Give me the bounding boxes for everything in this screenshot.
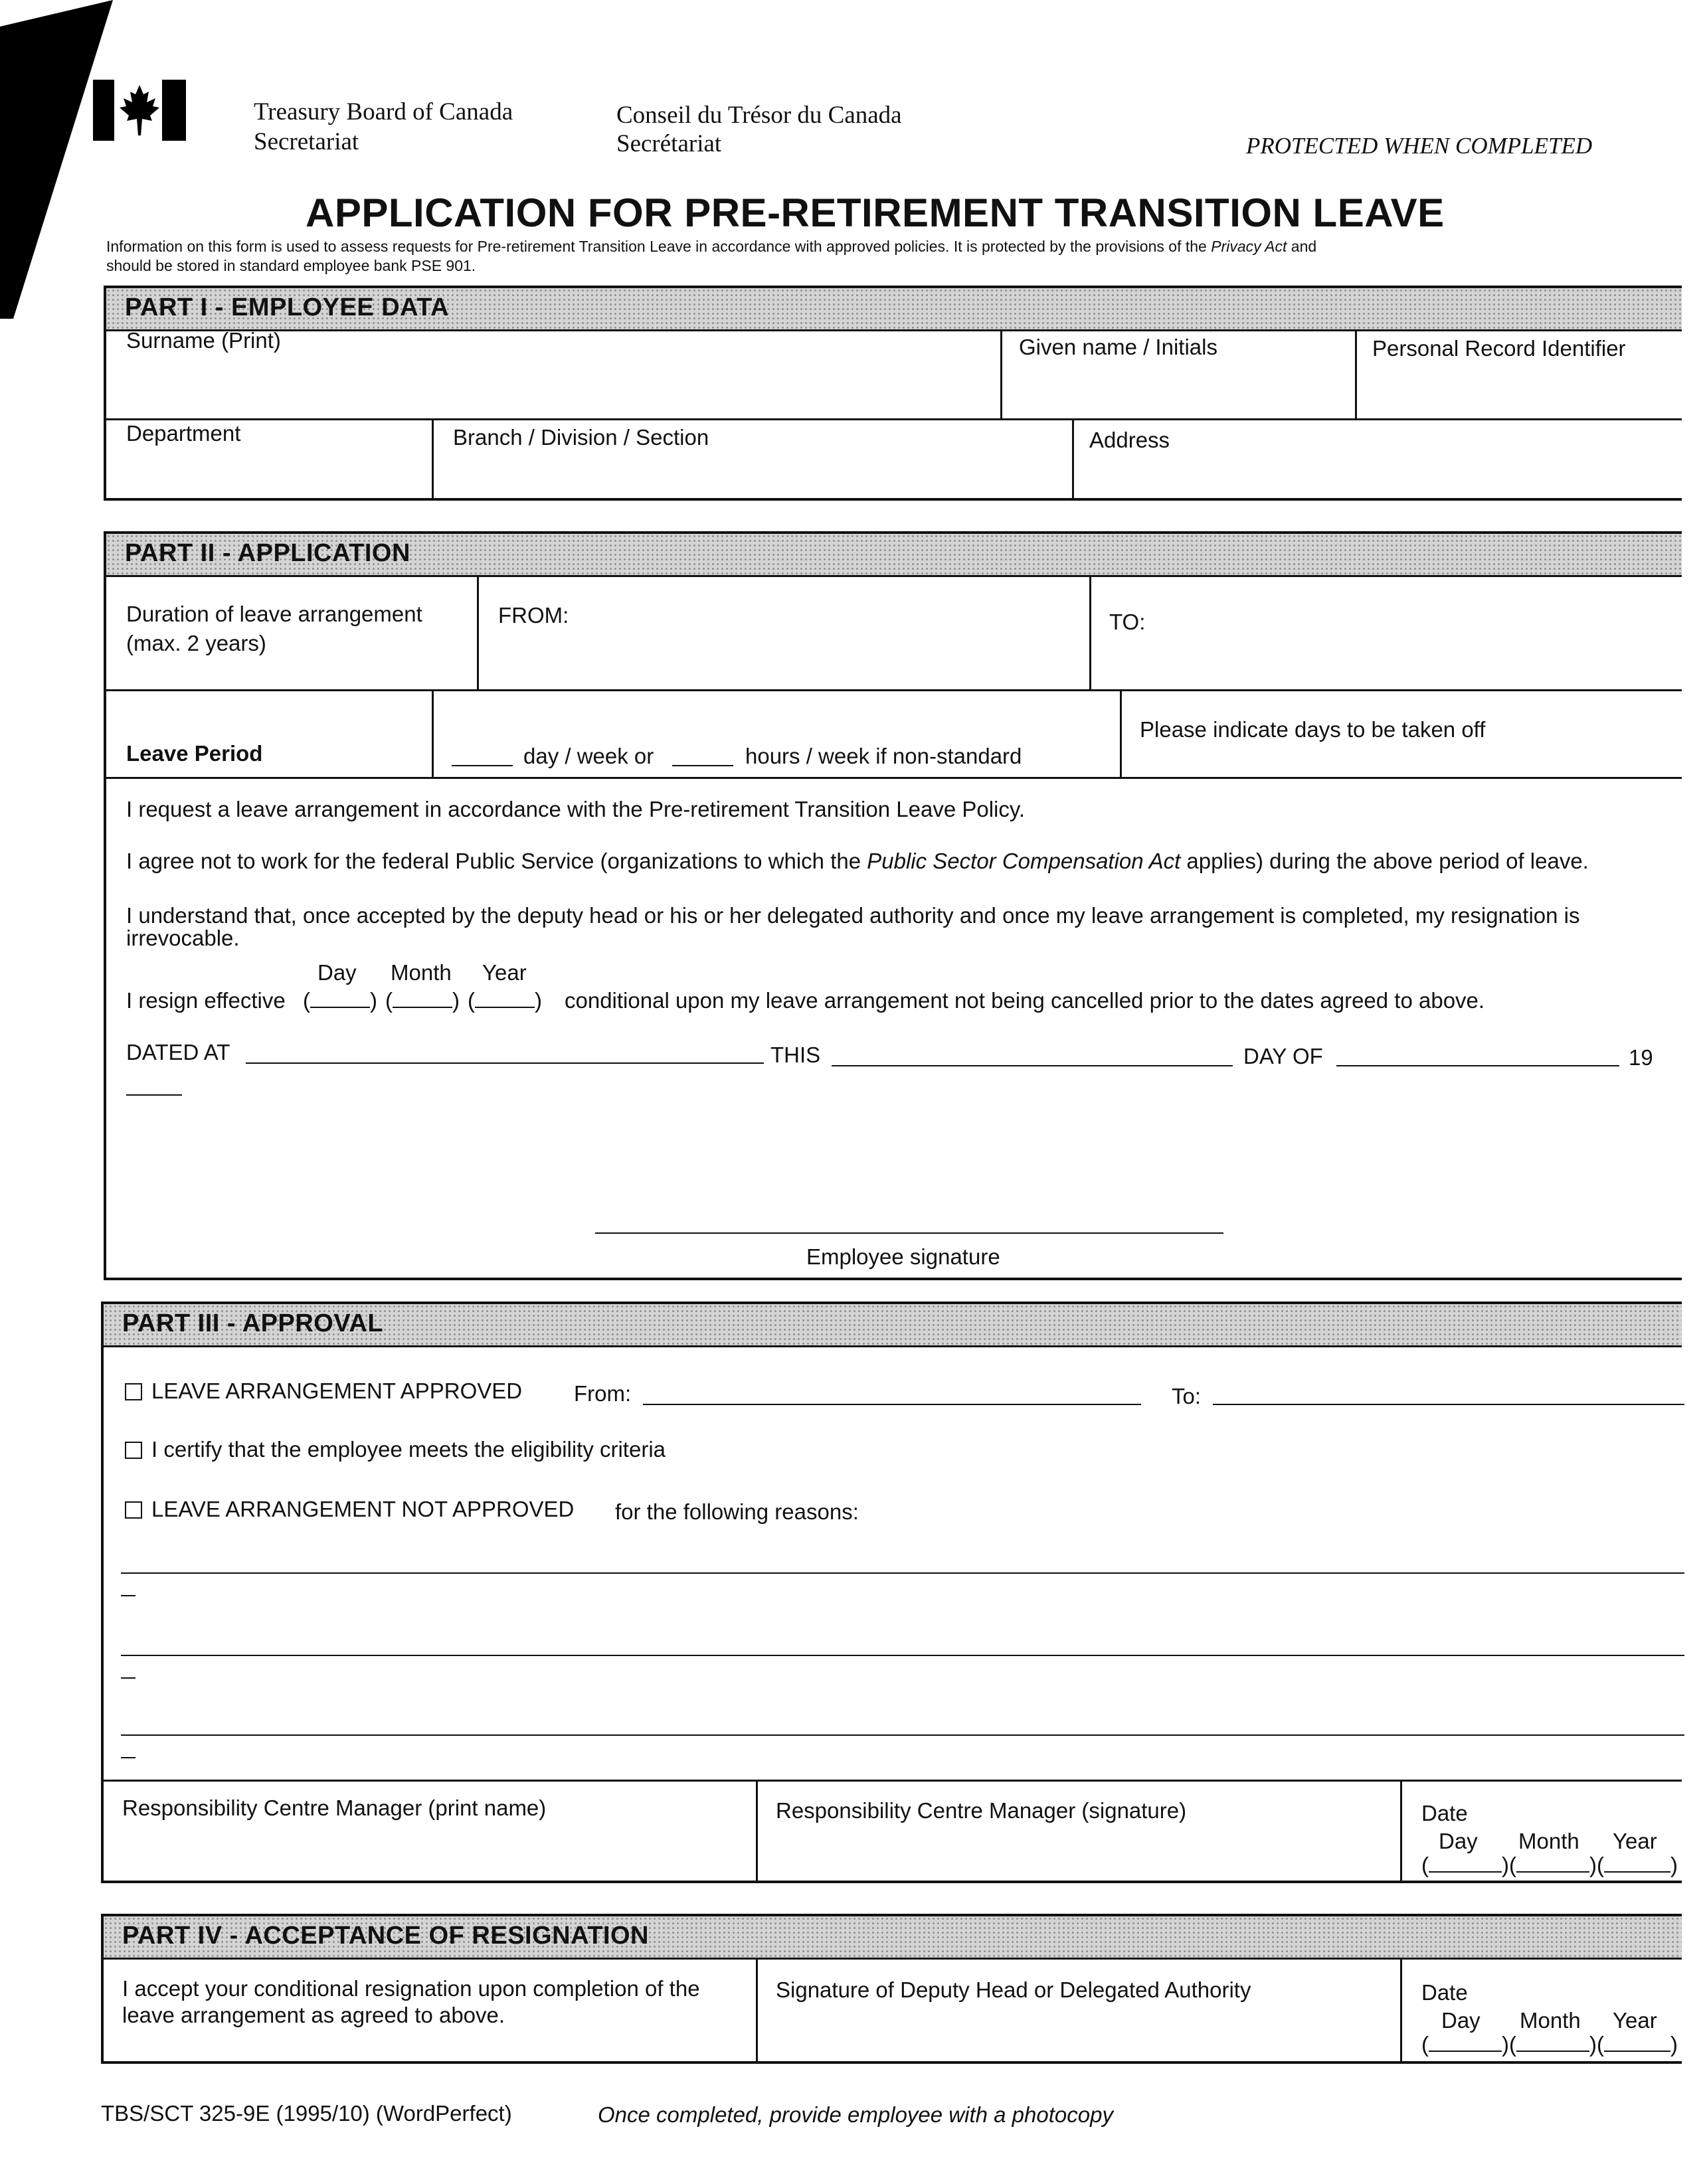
month-blank[interactable]: [1336, 1065, 1619, 1066]
part1-title-band: [106, 288, 1682, 331]
year-blank[interactable]: [126, 1094, 182, 1096]
branch-field[interactable]: Branch / Division / Section: [453, 425, 709, 450]
part3-approval: [101, 1302, 1682, 1883]
day-of-label: DAY OF: [1243, 1044, 1323, 1068]
not-approved-checkbox[interactable]: [125, 1501, 142, 1519]
part2-title-band: [106, 534, 1682, 577]
dated-at-blank[interactable]: [246, 1062, 764, 1064]
part3-title: PART III - APPROVAL: [122, 1309, 384, 1337]
resign-label: I resign effective: [126, 988, 286, 1013]
acceptance-date-blanks[interactable]: ( )( )( ): [1421, 2032, 1678, 2057]
rcm-date-blanks[interactable]: ( )( )( ): [1421, 1853, 1678, 1877]
pri-field[interactable]: Personal Record Identifier: [1372, 336, 1626, 361]
dept-fr-line2: Secrétariat: [616, 130, 722, 157]
reason-line-3[interactable]: [121, 1734, 1684, 1736]
dept-en-line1: Treasury Board of Canada: [254, 98, 513, 126]
hours-per-week-blank[interactable]: [672, 765, 733, 766]
duration-label-1: Duration of leave arrangement: [126, 602, 422, 626]
part4-acceptance: [101, 1914, 1682, 2064]
part3-title-band: [104, 1304, 1682, 1347]
hours-week-label: hours / week if non-standard: [745, 744, 1022, 768]
rcm-print-name-field[interactable]: Responsibility Centre Manager (print name): [122, 1796, 547, 1820]
approved-from-blank[interactable]: [643, 1404, 1141, 1405]
part1-title: PART I - EMPLOYEE DATA: [125, 294, 450, 321]
accept-line-2: leave arrangement as agreed to above.: [122, 2003, 505, 2027]
part4-title: PART IV - ACCEPTANCE OF RESIGNATION: [122, 1922, 649, 1950]
resign-year-header: Year: [482, 960, 527, 985]
info-line-1: Information on this form is used to assess requests for Pre-retirement Transition Leave in accordance with approved policies. It is protected by the provisions of the Privacy Act and: [106, 238, 1317, 255]
resign-month-blank[interactable]: ( ): [385, 988, 460, 1013]
not-approved-checkbox-row[interactable]: LEAVE ARRANGEMENT NOT APPROVED: [125, 1497, 574, 1522]
part1-employee-data: [104, 286, 1682, 501]
duration-label-2: (max. 2 years): [126, 631, 266, 655]
days-per-week-blank[interactable]: [452, 765, 513, 766]
acceptance-month-header: Month: [1520, 2008, 1581, 2033]
reasons-label: for the following reasons:: [615, 1499, 859, 1524]
address-field[interactable]: Address: [1089, 428, 1170, 452]
department-field[interactable]: Department: [126, 421, 241, 446]
acceptance-date-label: Date: [1421, 1980, 1468, 2005]
dept-en-line2: Secretariat: [254, 128, 359, 155]
approved-checkbox[interactable]: [125, 1383, 142, 1400]
reason-line-1[interactable]: [121, 1572, 1684, 1574]
scan-edge-artifact: [0, 0, 120, 332]
rcm-month-header: Month: [1518, 1829, 1579, 1853]
resign-day-blank[interactable]: ( ): [303, 988, 377, 1013]
dated-at-label: DATED AT: [126, 1040, 230, 1064]
employee-signature-line[interactable]: [595, 1232, 1223, 1234]
certify-checkbox[interactable]: [125, 1442, 142, 1459]
approved-checkbox-row[interactable]: LEAVE ARRANGEMENT APPROVED: [125, 1379, 522, 1404]
certify-checkbox-row[interactable]: I certify that the employee meets the eligibility criteria: [125, 1437, 666, 1462]
part2-application: [104, 531, 1682, 1280]
deputy-head-signature-field[interactable]: Signature of Deputy Head or Delegated Authority: [776, 1977, 1251, 2002]
acceptance-day-header: Day: [1441, 2008, 1481, 2033]
rcm-year-header: Year: [1613, 1829, 1657, 1853]
form-title: APPLICATION FOR PRE-RETIREMENT TRANSITION LEAVE: [306, 191, 1445, 235]
rcm-day-header: Day: [1439, 1829, 1478, 1853]
understand-line-1: I understand that, once accepted by the deputy head or his or her delegated authority and once my leave arrangement is completed, my resignation is: [126, 903, 1580, 928]
request-statement: I request a leave arrangement in accordance with the Pre-retirement Transition Leave Policy.: [126, 797, 1026, 821]
rcm-date-label: Date: [1421, 1801, 1468, 1825]
approved-from-label: From:: [574, 1381, 632, 1406]
from-field[interactable]: FROM:: [498, 603, 569, 628]
dept-fr-line1: Conseil du Trésor du Canada: [616, 102, 902, 129]
accept-line-1: I accept your conditional resignation upon completion of the: [122, 1976, 700, 2001]
acceptance-year-header: Year: [1613, 2008, 1657, 2033]
this-label: THIS: [770, 1043, 821, 1067]
info-line-2: should be stored in standard employee bank PSE 901.: [106, 257, 476, 274]
photocopy-note: Once completed, provide employee with a photocopy: [598, 2102, 1113, 2127]
approved-to-blank[interactable]: [1213, 1404, 1684, 1405]
part4-title-band: [104, 1916, 1682, 1960]
day-week-label: day / week or: [523, 744, 654, 768]
year-prefix-19: 19: [1629, 1045, 1653, 1070]
given-name-field[interactable]: Given name / Initials: [1019, 335, 1217, 359]
resign-month-header: Month: [391, 960, 452, 985]
rcm-signature-field[interactable]: Responsibility Centre Manager (signature): [776, 1798, 1187, 1823]
to-field[interactable]: TO:: [1109, 610, 1146, 634]
resign-year-blank[interactable]: ( ): [468, 988, 542, 1013]
approved-to-label: To:: [1172, 1384, 1202, 1408]
resign-day-header: Day: [317, 960, 357, 985]
this-day-blank[interactable]: [832, 1065, 1233, 1066]
understand-line-2: irrevocable.: [126, 926, 240, 950]
indicate-days-field[interactable]: Please indicate days to be taken off: [1140, 717, 1486, 742]
canada-flag-logo: [93, 80, 186, 141]
employee-signature-label: Employee signature: [806, 1244, 1000, 1269]
leave-period-label: Leave Period: [126, 741, 263, 766]
form-number: TBS/SCT 325-9E (1995/10) (WordPerfect): [101, 2101, 512, 2126]
surname-field[interactable]: Surname (Print): [126, 328, 281, 353]
protected-notice: PROTECTED WHEN COMPLETED: [1246, 133, 1593, 159]
agree-statement: I agree not to work for the federal Public Service (organizations to which the Public Sector Compensation Act applies) during the above period of leave.: [126, 849, 1589, 873]
part2-title: PART II - APPLICATION: [125, 539, 410, 567]
reason-line-2[interactable]: [121, 1655, 1684, 1656]
resign-condition: conditional upon my leave arrangement not being cancelled prior to the dates agreed to above.: [565, 988, 1485, 1013]
